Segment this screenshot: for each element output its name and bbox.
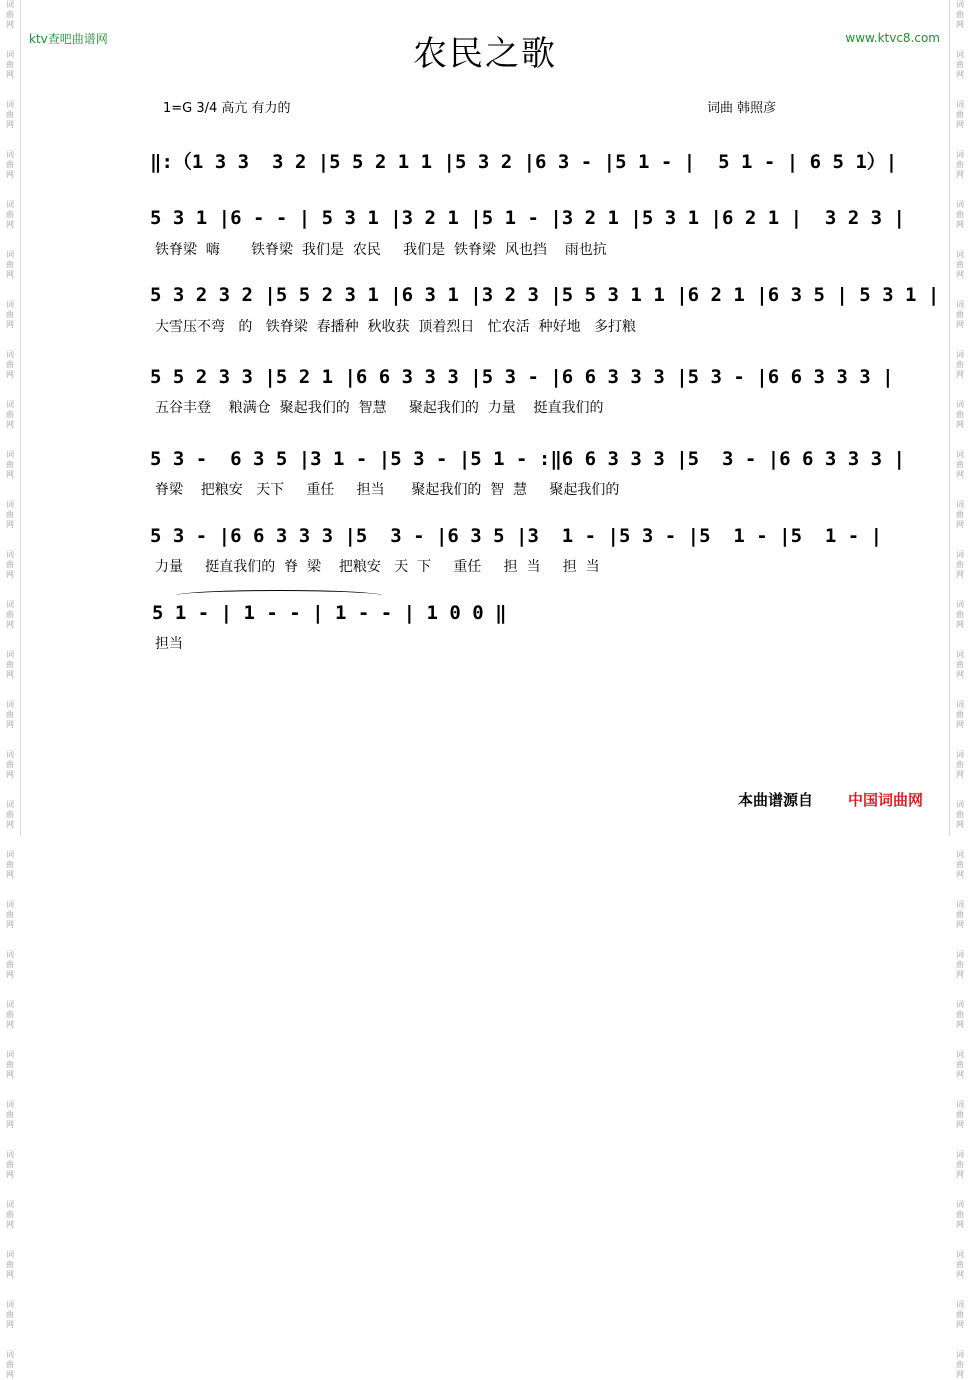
score-line-7 xyxy=(0,602,970,630)
source-site-link[interactable]: 中国词曲网 xyxy=(848,791,924,809)
notation: 5 3 2 3 2 |5 5 2 3 1 |6 3 1 |3 2 3 |5 5 3 1 1 |6 2 1 |6 3 5 | 5 3 1 | xyxy=(150,284,940,306)
score-line-3 xyxy=(0,284,970,312)
lyric-line-6: 力量 挺直我们的 脊 梁 把粮安 天 下 重任 担 当 担 当 xyxy=(155,559,600,575)
score-line-5 xyxy=(0,448,970,476)
watermark-right: 词 曲 网 词 曲 网 词 曲 网 词 曲 网 词 曲 网 词 曲 网 词 曲 网 词 曲 网 词 曲 网 词 曲 网 词 曲 网 词 曲 网 词 曲 网 词 曲 网 词 曲 网 词 曲 网 词 曲 网 词 曲 网 词 曲 网 词 曲 网 词 曲 网 词 曲 网 词 曲 网 词 曲 网 词 曲 网 词 曲 网 词 曲 网 词 曲 网 xyxy=(956,0,964,1379)
notation: 5 5 2 3 3 |5 2 1 |6 6 3 3 3 |5 3 - |6 6 3 3 3 |5 3 - |6 6 3 3 3 | xyxy=(150,366,894,388)
site-name-left: ktv查吧曲谱网 xyxy=(29,32,108,46)
lyric-line-7: 担当 xyxy=(155,636,183,652)
lyric-line-5: 脊梁 把粮安 天下 重任 担当 聚起我们的 智 慧 聚起我们的 xyxy=(155,482,620,498)
notation: 5 3 - |6 6 3 3 3 |5 3 - |6 3 5 |3 1 - |5 3 - |5 1 - |5 1 - | xyxy=(150,525,883,547)
left-margin-line xyxy=(20,0,21,836)
score-line-2 xyxy=(0,207,970,235)
watermark-left: 词 曲 网 词 曲 网 词 曲 网 词 曲 网 词 曲 网 词 曲 网 词 曲 网 词 曲 网 词 曲 网 词 曲 网 词 曲 网 词 曲 网 词 曲 网 词 曲 网 词 曲 网 词 曲 网 词 曲 网 词 曲 网 词 曲 网 词 曲 网 词 曲 网 词 曲 网 词 曲 网 词 曲 网 词 曲 网 词 曲 网 词 曲 网 词 曲 网 xyxy=(6,0,14,1379)
site-url-right: www.ktvc8.com xyxy=(845,31,940,45)
key-signature: 1=G 3/4 高亢 有力的 xyxy=(163,101,291,116)
lyric-line-2: 铁脊梁 嗨 铁脊梁 我们是 农民 我们是 铁脊梁 风也挡 雨也抗 xyxy=(155,242,607,258)
notation: 5 3 - 6 3 5 |3 1 - |5 3 - |5 1 - :‖6 6 3 3 3 |5 3 - |6 6 3 3 3 | xyxy=(150,448,905,470)
score-line-6 xyxy=(0,525,970,553)
right-margin-line xyxy=(949,0,950,836)
tie-slur xyxy=(176,590,382,601)
source-label: 本曲谱源自 xyxy=(738,791,814,809)
notation: 5 1 - | 1 - - | 1 - - | 1 0 0 ‖ xyxy=(152,602,507,624)
score-line-1 xyxy=(0,147,970,175)
notation: ‖:（1 3 3 3 2 |5 5 2 1 1 |5 3 2 |6 3 - |5 1 - | 5 1 - | 6 5 1）| xyxy=(150,151,898,173)
credits: 词曲 韩照彦 xyxy=(707,101,777,116)
lyric-line-4: 五谷丰登 粮满仓 聚起我们的 智慧 聚起我们的 力量 挺直我们的 xyxy=(155,400,604,416)
score-line-4 xyxy=(0,366,970,394)
notation: 5 3 1 |6 - - | 5 3 1 |3 2 1 |5 1 - |3 2 1 |5 3 1 |6 2 1 | 3 2 3 | xyxy=(150,207,905,229)
lyric-line-3: 大雪压不弯 的 铁脊梁 春播种 秋收获 顶着烈日 忙农活 种好地 多打粮 xyxy=(155,319,637,335)
page-title: 农民之歌 xyxy=(413,34,557,74)
